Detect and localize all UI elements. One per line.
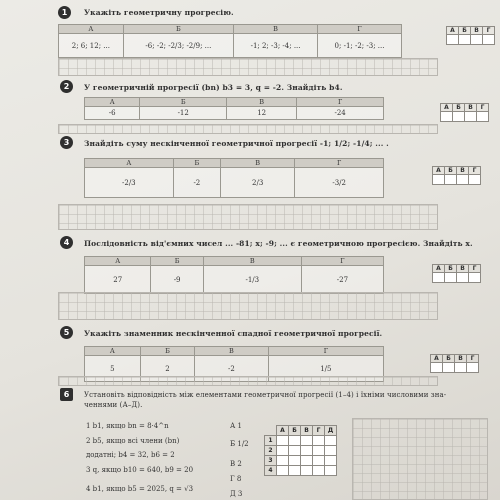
- answer-cell[interactable]: [289, 456, 301, 466]
- match-value: А 1: [230, 422, 242, 430]
- answer-letter: Г: [477, 104, 489, 112]
- answer-letter: Г: [313, 426, 325, 436]
- task-6-question-line2: ченнями (А–Д).: [84, 401, 143, 409]
- row-number: 1: [265, 436, 277, 446]
- match-value: Г 8: [230, 475, 242, 483]
- answer-cell[interactable]: [447, 35, 459, 45]
- task-5-answer-grid[interactable]: [430, 354, 479, 373]
- answer-letter: В: [301, 426, 313, 436]
- answer-cell[interactable]: [313, 456, 325, 466]
- option-value: 5: [85, 356, 141, 382]
- answer-letter: В: [471, 27, 483, 35]
- task-2-options-table: [84, 97, 384, 120]
- task-number-5: 5: [60, 326, 73, 339]
- answer-cell[interactable]: [277, 456, 289, 466]
- answer-letter: А: [433, 167, 445, 175]
- task-5-question: Укажіть знаменник нескінченної спадної геометричної прогресії.: [84, 329, 383, 338]
- answer-cell[interactable]: [325, 446, 337, 456]
- option-letter: В: [221, 159, 295, 168]
- option-letter: Г: [318, 25, 402, 34]
- answer-cell[interactable]: [431, 363, 443, 373]
- option-value: 2: [140, 356, 194, 382]
- option-letter: А: [59, 25, 124, 34]
- answer-cell[interactable]: [457, 175, 469, 185]
- option-letter: А: [85, 159, 174, 168]
- task-1-question: Укажіть геометричну прогресію.: [84, 8, 234, 17]
- option-value: -2: [195, 356, 269, 382]
- option-value: -2/3: [85, 168, 174, 198]
- task-3-answer-grid[interactable]: [432, 166, 481, 185]
- answer-cell[interactable]: [469, 175, 481, 185]
- option-letter: Г: [297, 98, 384, 107]
- option-value: 27: [85, 266, 151, 294]
- option-letter: В: [227, 98, 297, 107]
- option-value: -24: [297, 107, 384, 120]
- option-letter: Б: [140, 98, 227, 107]
- answer-cell[interactable]: [313, 436, 325, 446]
- task-6-scratch-grid: [352, 418, 488, 500]
- answer-cell[interactable]: [441, 112, 453, 122]
- match-value: Б 1/2: [230, 440, 249, 448]
- option-letter: А: [85, 257, 151, 266]
- answer-cell[interactable]: [445, 175, 457, 185]
- answer-cell[interactable]: [457, 273, 469, 283]
- task-6-question-line1: Установіть відповідність між елементами геометричної прогресії (1–4) і їхніми числовими зна-: [84, 391, 447, 399]
- answer-cell[interactable]: [289, 466, 301, 476]
- answer-letter: Г: [467, 355, 479, 363]
- corner-cell: [265, 426, 277, 436]
- option-value: 0; -1; -2; -3; ...: [318, 34, 402, 58]
- task-4-answer-grid[interactable]: [432, 264, 481, 283]
- answer-cell[interactable]: [433, 273, 445, 283]
- task-5-scratch-grid: [58, 376, 438, 386]
- answer-letter: Б: [445, 265, 457, 273]
- task-4-scratch-grid: [58, 292, 438, 320]
- answer-letter: В: [457, 265, 469, 273]
- option-value: -2: [173, 168, 220, 198]
- answer-cell[interactable]: [325, 456, 337, 466]
- answer-letter: Б: [459, 27, 471, 35]
- answer-cell[interactable]: [433, 175, 445, 185]
- option-value: 2/3: [221, 168, 295, 198]
- task-number-2: 2: [60, 80, 73, 93]
- answer-cell[interactable]: [277, 446, 289, 456]
- task-2-question: У геометричній прогресії (bn) b3 = 3, q = -2. Знайдіть b4.: [84, 83, 343, 92]
- task-4-question: Послідовність від'ємних чисел ... -81; x; -9; ... є геометричною прогресією. Знайдіть x.: [84, 239, 473, 248]
- task-1-answer-grid[interactable]: [446, 26, 495, 45]
- answer-letter: Б: [453, 104, 465, 112]
- option-letter: Б: [151, 257, 203, 266]
- answer-cell[interactable]: [301, 466, 313, 476]
- answer-cell[interactable]: [313, 446, 325, 456]
- option-value: -27: [301, 266, 383, 294]
- answer-cell[interactable]: [443, 363, 455, 373]
- option-value: -1/3: [203, 266, 301, 294]
- option-letter: Б: [140, 347, 194, 356]
- option-value: 12: [227, 107, 297, 120]
- answer-letter: Г: [469, 265, 481, 273]
- answer-cell[interactable]: [445, 273, 457, 283]
- answer-cell[interactable]: [313, 466, 325, 476]
- answer-cell[interactable]: [455, 363, 467, 373]
- task-3-question: Знайдіть суму нескінченної геометричної прогресії -1; 1/2; -1/4; ... .: [84, 139, 389, 148]
- option-letter: Г: [268, 347, 383, 356]
- match-item: додатні; b4 = 32, b6 = 2: [86, 451, 175, 459]
- answer-letter: А: [447, 27, 459, 35]
- option-letter: В: [195, 347, 269, 356]
- match-item: 2 b5, якщо всі члени (bn): [86, 437, 180, 445]
- row-number: 3: [265, 456, 277, 466]
- answer-cell[interactable]: [469, 273, 481, 283]
- answer-letter: Б: [445, 167, 457, 175]
- task-6-answer-grid[interactable]: [264, 425, 337, 476]
- answer-cell[interactable]: [301, 456, 313, 466]
- task-4-options-table: [84, 256, 384, 294]
- option-letter: Г: [295, 159, 384, 168]
- answer-letter: В: [465, 104, 477, 112]
- row-number: 4: [265, 466, 277, 476]
- task-1-scratch-grid: [58, 58, 438, 76]
- answer-cell[interactable]: [289, 446, 301, 456]
- answer-cell[interactable]: [301, 436, 313, 446]
- option-letter: В: [234, 25, 318, 34]
- answer-cell[interactable]: [277, 466, 289, 476]
- option-value: -6; -2; -2/3; -2/9; ...: [123, 34, 233, 58]
- answer-cell[interactable]: [477, 112, 489, 122]
- answer-cell[interactable]: [289, 436, 301, 446]
- option-letter: Б: [123, 25, 233, 34]
- task-3-scratch-grid: [58, 204, 438, 230]
- answer-letter: Б: [289, 426, 301, 436]
- row-number: 2: [265, 446, 277, 456]
- answer-cell[interactable]: [467, 363, 479, 373]
- option-letter: А: [85, 98, 140, 107]
- answer-letter: В: [455, 355, 467, 363]
- option-value: -6: [85, 107, 140, 120]
- match-value: В 2: [230, 460, 242, 468]
- option-value: -9: [151, 266, 203, 294]
- option-value: 2; 6; 12; ...: [59, 34, 124, 58]
- task-number-3: 3: [60, 136, 73, 149]
- answer-letter: Б: [443, 355, 455, 363]
- answer-cell[interactable]: [465, 112, 477, 122]
- task-2-scratch-grid: [58, 124, 438, 134]
- answer-cell[interactable]: [277, 436, 289, 446]
- task-number-6: 6: [60, 388, 73, 401]
- answer-letter: А: [433, 265, 445, 273]
- answer-cell[interactable]: [483, 35, 495, 45]
- match-item: 4 b1, якщо b5 = 2025, q = √3: [86, 485, 194, 493]
- option-value: -1; 2; -3; -4; ...: [234, 34, 318, 58]
- answer-cell[interactable]: [453, 112, 465, 122]
- task-number-1: 1: [58, 6, 71, 19]
- task-number-4: 4: [60, 236, 73, 249]
- option-value: 1/5: [268, 356, 383, 382]
- answer-letter: В: [457, 167, 469, 175]
- answer-letter: А: [431, 355, 443, 363]
- answer-letter: Г: [469, 167, 481, 175]
- answer-cell[interactable]: [301, 446, 313, 456]
- match-value: Д 3: [230, 490, 243, 498]
- task-2-answer-grid[interactable]: [440, 103, 489, 122]
- option-value: -12: [140, 107, 227, 120]
- answer-cell[interactable]: [471, 35, 483, 45]
- answer-letter: А: [277, 426, 289, 436]
- answer-letter: Г: [483, 27, 495, 35]
- answer-letter: А: [441, 104, 453, 112]
- option-letter: Г: [301, 257, 383, 266]
- task-1-options-table: [58, 24, 402, 58]
- task-3-options-table: [84, 158, 384, 198]
- option-letter: В: [203, 257, 301, 266]
- option-letter: Б: [173, 159, 220, 168]
- option-value: -3/2: [295, 168, 384, 198]
- match-item: 1 b1, якщо bn = 8·4^n: [86, 422, 169, 430]
- option-letter: А: [85, 347, 141, 356]
- match-item: 3 q, якщо b10 = 640, b9 = 20: [86, 466, 194, 474]
- answer-cell[interactable]: [459, 35, 471, 45]
- answer-letter: Д: [325, 426, 337, 436]
- answer-cell[interactable]: [325, 436, 337, 446]
- answer-cell[interactable]: [325, 466, 337, 476]
